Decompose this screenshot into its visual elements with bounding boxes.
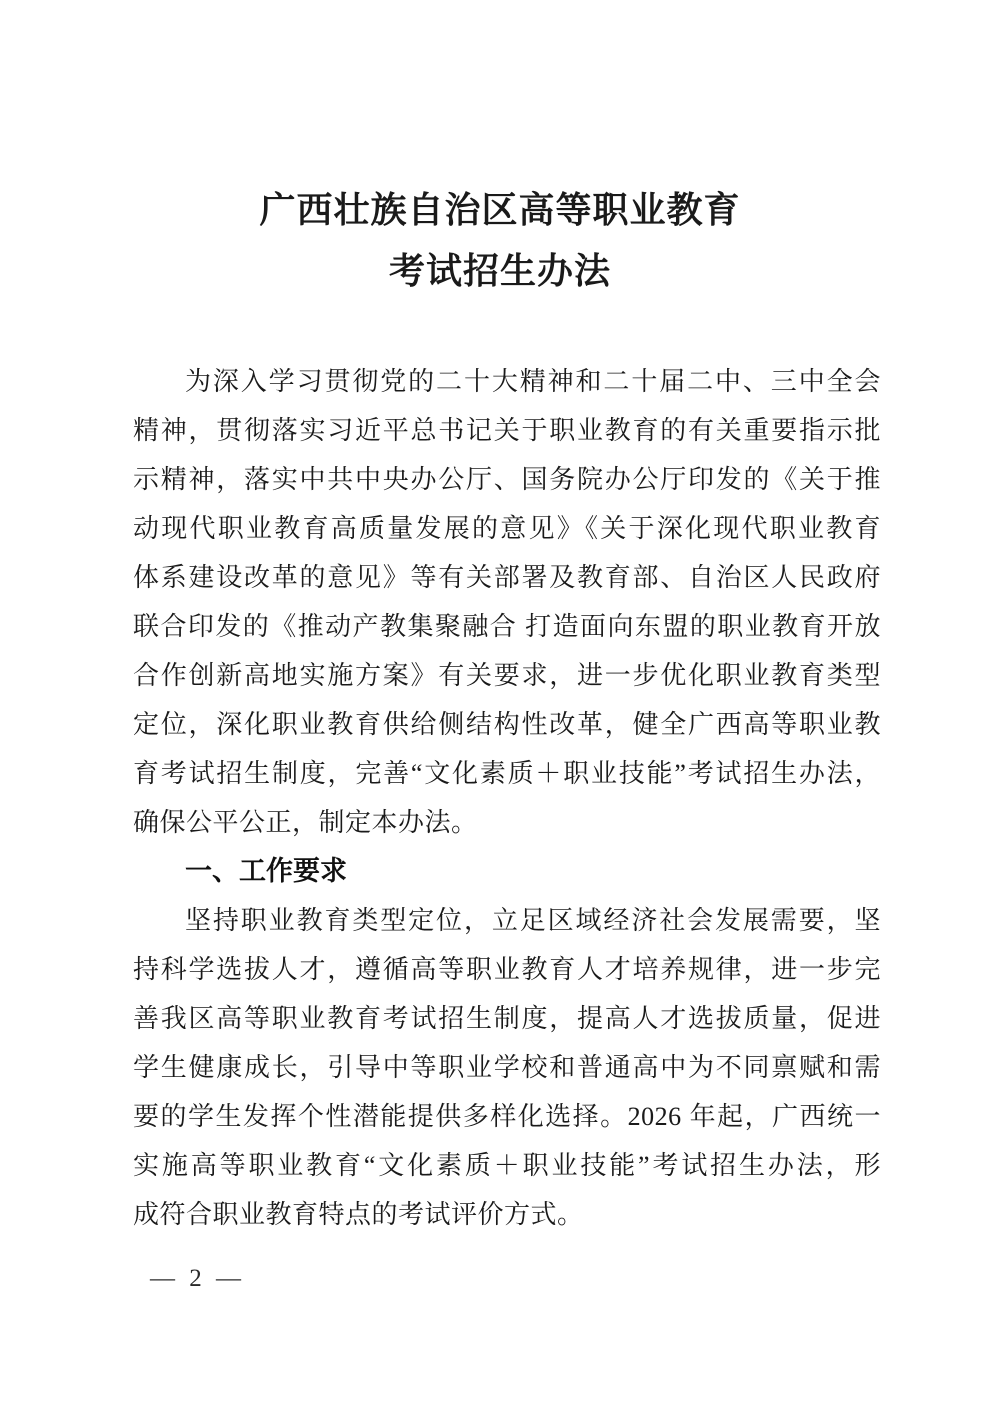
- section1-paragraph-line: 成符合职业教育特点的考试评价方式。: [133, 1200, 584, 1229]
- section1-paragraph-line: 要的学生发挥个性潜能提供多样化选择。2026 年起，广西统一: [133, 1102, 881, 1131]
- intro-paragraph-line: 合作创新高地实施方案》有关要求，进一步优化职业教育类型: [133, 661, 881, 690]
- intro-paragraph-line: 精神，贯彻落实习近平总书记关于职业教育的有关重要指示批: [133, 416, 881, 445]
- intro-paragraph-line: 动现代职业教育高质量发展的意见》《关于深化现代职业教育: [133, 514, 881, 543]
- document-title: [126, 180, 874, 302]
- section1-paragraph-line: 持科学选拔人才，遵循高等职业教育人才培养规律，进一步完: [133, 955, 881, 984]
- section1-paragraph-line: 善我区高等职业教育考试招生制度，提高人才选拔质量，促进: [133, 1004, 881, 1033]
- document-title-line2: 考试招生办法: [388, 251, 611, 291]
- section1-heading: 一、工作要求: [185, 856, 347, 886]
- intro-paragraph-line: 体系建设改革的意见》等有关部署及教育部、自治区人民政府: [133, 563, 881, 592]
- page-number: — 2 —: [150, 1265, 245, 1292]
- intro-paragraph-line: 为深入学习贯彻党的二十大精神和二十届二中、三中全会: [185, 367, 881, 396]
- intro-paragraph-line: 定位，深化职业教育供给侧结构性改革，健全广西高等职业教: [133, 710, 881, 739]
- section1-paragraph-line: 实施高等职业教育“文化素质＋职业技能”考试招生办法，形: [133, 1151, 881, 1180]
- intro-paragraph-line: 联合印发的《推动产教集聚融合 打造面向东盟的职业教育开放: [133, 612, 881, 641]
- document-title-line1: 广西壮族自治区高等职业教育: [259, 190, 741, 230]
- section1-paragraph-line: 学生健康成长，引导中等职业学校和普通高中为不同禀赋和需: [133, 1053, 881, 1082]
- section1-paragraph-line: 坚持职业教育类型定位，立足区域经济社会发展需要，坚: [185, 906, 881, 935]
- document-body: [133, 357, 881, 1239]
- intro-paragraph-line: 育考试招生制度，完善“文化素质＋职业技能”考试招生办法，: [133, 759, 881, 788]
- intro-paragraph-line: 示精神，落实中共中央办公厅、国务院办公厅印发的《关于推: [133, 465, 881, 494]
- intro-paragraph-line: 确保公平公正，制定本办法。: [133, 808, 478, 837]
